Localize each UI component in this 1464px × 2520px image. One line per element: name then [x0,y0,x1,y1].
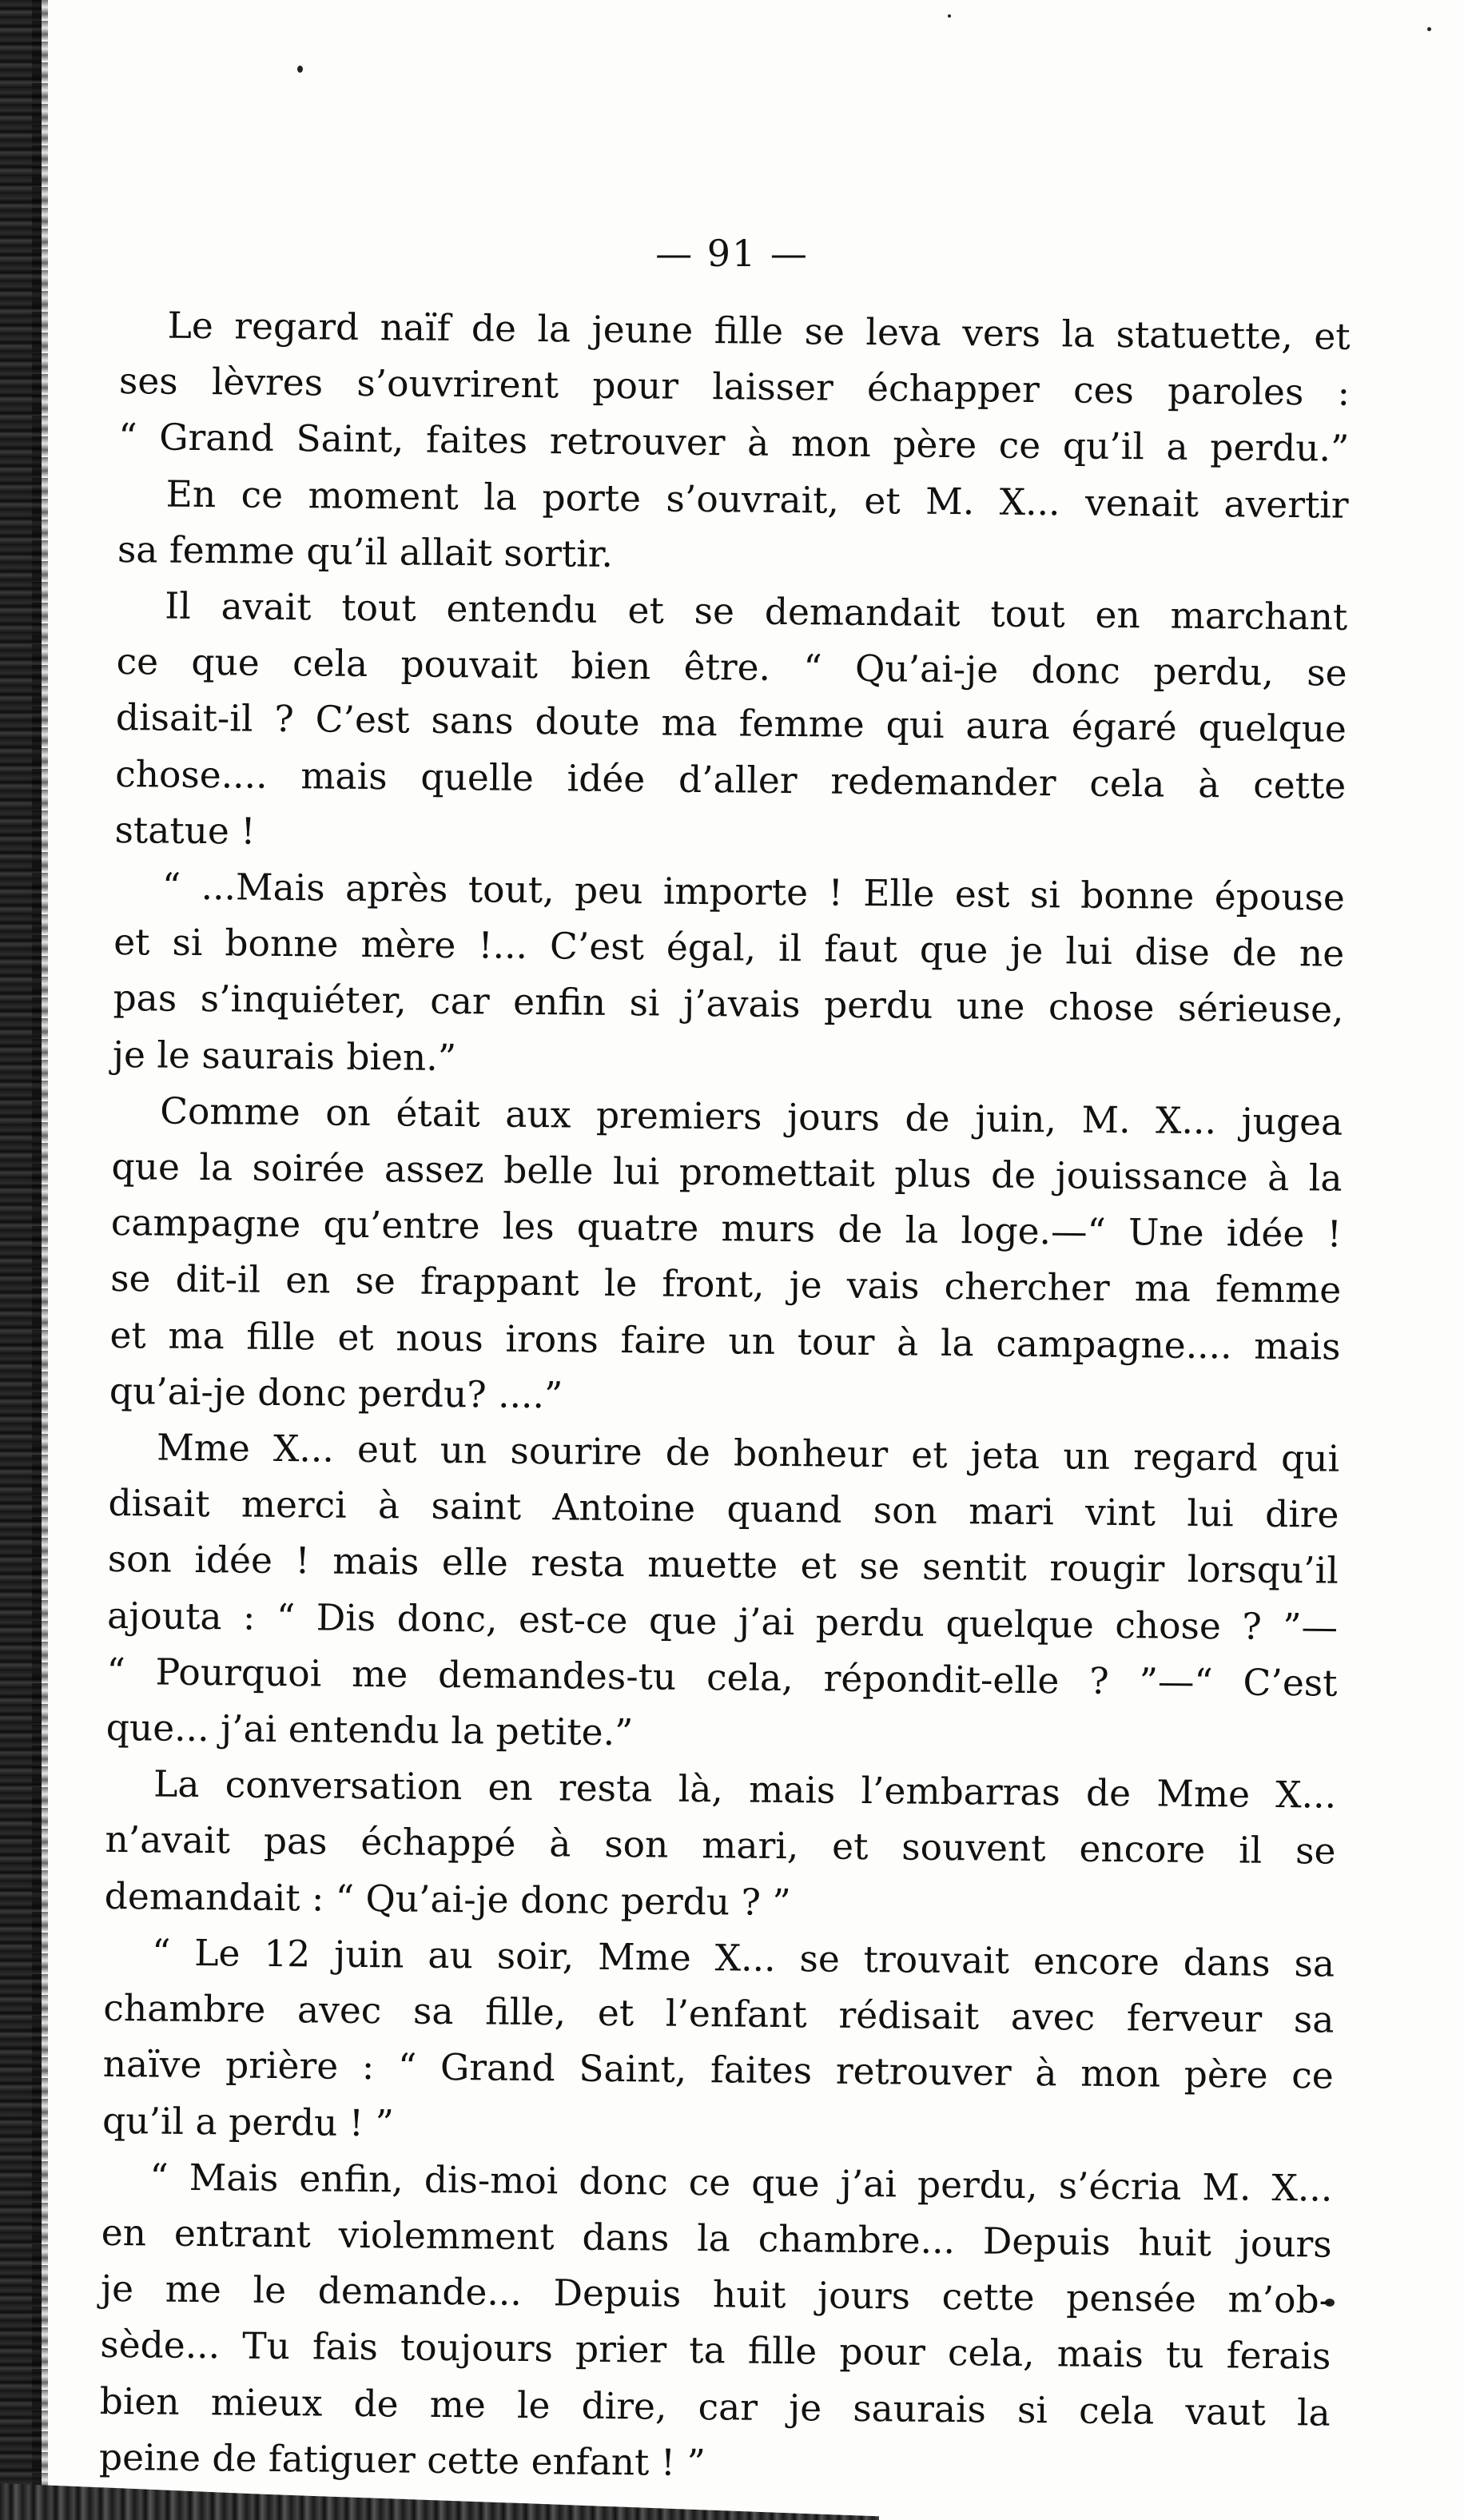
text-line: “ Pourquoi me demandes-tu cela, répondit-elle ? ”—“ C’est [106,1650,1338,1705]
text-line: naïve prière : “ Grand Saint, faites retrouver à mon père ce [102,2043,1334,2097]
text-line: ce que cela pouvait bien être. “ Qu’ai-je donc perdu, se [116,640,1347,695]
text-line: Le regard naïf de la jeune fille se leva vers la statuette, et [167,304,1351,358]
text-line: peine de fatiguer cette enfant ! ” [98,2435,706,2484]
text-line: chambre avec sa fille, et l’enfant rédisait avec ferveur sa [103,1986,1335,2041]
text-line: qu’ai-je donc perdu? ....” [109,1369,563,1417]
ink-speck [297,66,303,73]
text-line: bien mieux de me le dire, car je saurais si cela vaut la [99,2379,1331,2434]
text-line: demandait : “ Qu’ai-je donc perdu ? ” [104,1874,791,1924]
text-line: en entrant violemment dans la chambre... Depuis huit jours [101,2211,1332,2266]
text-line: sa femme qu’il allait sortir. [117,527,614,575]
text-line: son idée ! mais elle resta muette et se sentit rougir lorsqu’il [107,1538,1339,1593]
page-number: — 91 — [655,232,809,275]
ink-speck [948,14,951,18]
text-line: Mme X... eut un sourire de bonheur et jeta un regard qui [156,1426,1340,1480]
text-line: chose.... mais quelle idée d’aller redemander cela à cette [115,752,1347,807]
text-line: En ce moment la porte s’ouvrait, et M. X... venait avertir [165,472,1349,527]
text-line: n’avait pas échappé à son mari, et souvent encore il se [105,1818,1336,1873]
text-line: pas s’inquiéter, car enfin si j’avais perdu une chose sérieuse, [113,977,1344,1032]
text-line: campagne qu’entre les quatre murs de la loge.—“ Une idée ! [110,1201,1343,1256]
text-line: disait-il ? C’est sans doute ma femme qui aura égaré quelque [115,696,1347,751]
text-line: Comme on était aux premiers jours de juin, M. X... jugea [159,1089,1343,1144]
text-line: et ma fille et nous irons faire un tour à la campagne.... mais [109,1313,1341,1368]
text-line: je le saurais bien.” [112,1033,457,1079]
binding-edge [0,0,42,2520]
text-line: “ Le 12 juin au soir, Mme X... se trouvait encore dans sa [151,1931,1335,1985]
text-line: Il avait tout entendu et se demandait tout en marchant [165,584,1348,639]
text-line: “ ...Mais après tout, peu importe ! Elle est si bonne épouse [161,865,1346,919]
body-text [99,297,1351,2498]
ink-speck [1427,27,1431,31]
text-line: qu’il a perdu ! ” [101,2099,395,2144]
text-line: je me le demande... Depuis huit jours cette pensée m’ob- [100,2267,1332,2322]
text-line: “ Mais enfin, dis-moi donc ce que j’ai perdu, s’écria M. X... [149,2156,1333,2210]
text-line: et si bonne mère !... C’est égal, il faut que je lui dise de ne [113,921,1345,975]
text-line: que... j’ai entendu la petite.” [105,1706,634,1754]
text-line: ajouta : “ Dis donc, est-ce que j’ai perdu quelque chose ? ”— [106,1594,1339,1649]
text-line: sède... Tu fais toujours prier ta fille pour cela, mais tu ferais [100,2323,1331,2378]
text-line: que la soirée assez belle lui promettait plus de jouissance à la [111,1145,1343,1200]
text-line: ses lèvres s’ouvrirent pour laisser échapper ces paroles : [118,360,1351,414]
text-line: se dit-il en se frappant le front, je vais chercher ma femme [109,1257,1342,1312]
text-line: disait merci à saint Antoine quand son mari vint lui dire [108,1482,1339,1536]
text-line: La conversation en resta là, mais l’embarras de Mme X... [153,1762,1337,1817]
text-line: statue ! [114,808,256,853]
text-line: “ Grand Saint, faites retrouver à mon père ce qu’il a perdu.” [118,416,1350,471]
